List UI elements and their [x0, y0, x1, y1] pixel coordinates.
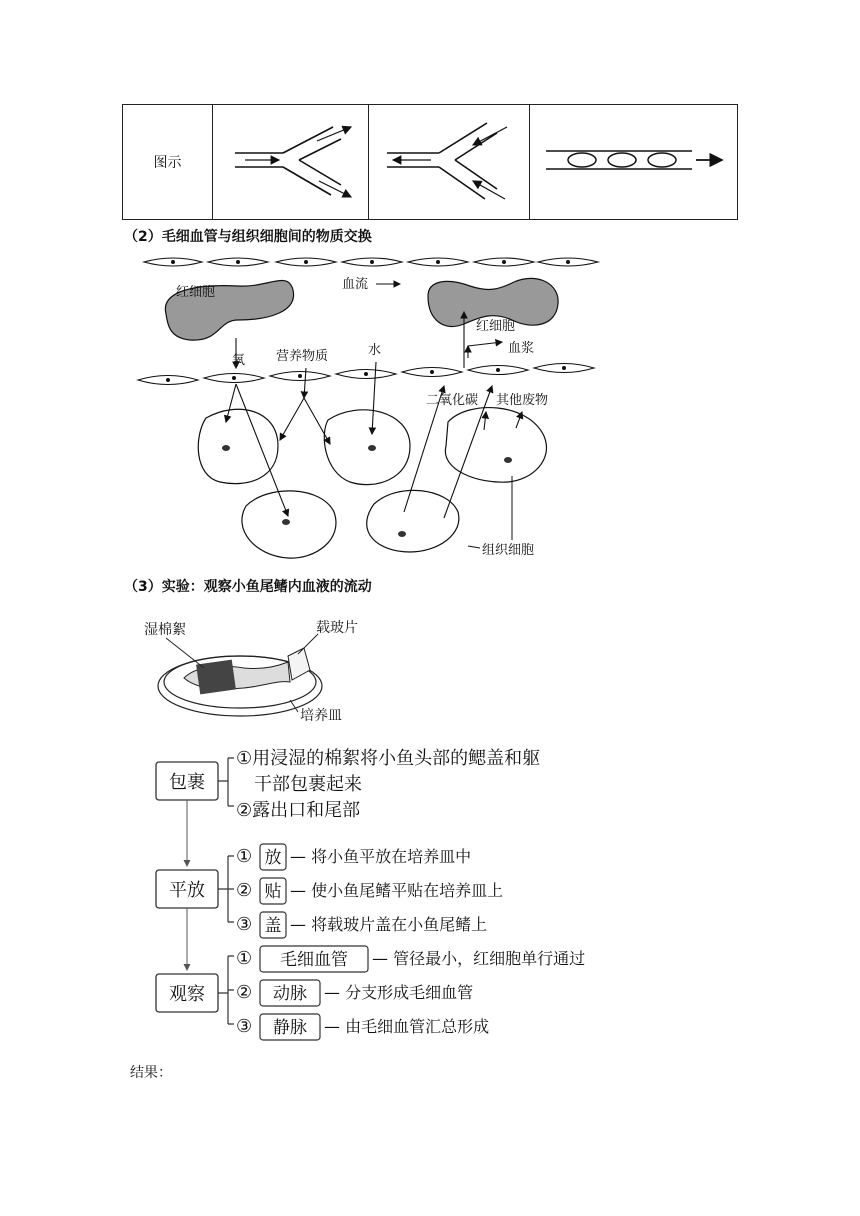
- label-dish: 培养皿: [300, 708, 342, 724]
- wrap-item-2: ②露出口和尾部: [236, 800, 361, 821]
- svg-text:— 将载玻片盖在小鱼尾鳍上: — 将载玻片盖在小鱼尾鳍上: [290, 915, 488, 934]
- label-red-cell-left: 红细胞: [176, 285, 216, 300]
- wrap-item-1: ①用浸湿的棉絮将小鱼头部的鳃盖和躯: [236, 748, 541, 769]
- capillary-diagram-cell: [530, 105, 738, 220]
- label-red-cell-right: 红细胞: [476, 319, 516, 334]
- capillary-diagram: [530, 105, 737, 215]
- label-blood-flow: 血流: [342, 277, 369, 292]
- stage-flat-label: 平放: [169, 880, 205, 901]
- svg-text:— 分支形成毛细血管: — 分支形成毛细血管: [324, 983, 474, 1002]
- wrap-item-1-cont: 干部包裹起来: [254, 774, 362, 795]
- tissue-cell: [242, 491, 336, 558]
- label-slide: 载玻片: [316, 620, 358, 636]
- vessel-diagram-table: [122, 104, 738, 220]
- label-oxygen: 氧: [232, 353, 246, 368]
- flat-step: [236, 912, 487, 938]
- stage-wrap-label: 包裹: [169, 772, 205, 793]
- svg-text:— 由毛细血管汇总形成: — 由毛细血管汇总形成: [324, 1017, 490, 1036]
- stage-observe-label: 观察: [169, 984, 205, 1005]
- label-water: 水: [368, 343, 382, 358]
- vein-diagram-cell: [369, 105, 530, 220]
- tissue-cell: [198, 409, 278, 483]
- svg-text:①: ①: [236, 948, 253, 969]
- observe-step: [236, 980, 473, 1006]
- capillary-exchange-diagram: [128, 250, 608, 570]
- artery-branch-diagram: [213, 105, 368, 215]
- tissue-cell: [367, 490, 459, 552]
- svg-text:①: ①: [236, 846, 253, 867]
- fish-experiment-figure: [140, 608, 358, 726]
- observe-step: [236, 946, 585, 972]
- label-nutrients: 营养物质: [276, 349, 329, 364]
- result-label: 结果：: [130, 1065, 172, 1081]
- svg-text:盖: 盖: [264, 916, 282, 936]
- svg-text:动脉: 动脉: [273, 984, 307, 1004]
- section3-title: （3）实验：观察小鱼尾鳍内血液的流动: [124, 579, 372, 595]
- flat-step: [236, 878, 503, 904]
- label-other-waste: 其他废物: [496, 393, 549, 408]
- svg-text:贴: 贴: [264, 882, 282, 902]
- label-tissue-cell: 组织细胞: [482, 543, 535, 558]
- svg-text:— 使小鱼尾鳍平贴在培养皿上: — 使小鱼尾鳍平贴在培养皿上: [290, 881, 504, 900]
- svg-text:放: 放: [264, 848, 282, 868]
- flat-step: [236, 844, 471, 870]
- svg-text:静脉: 静脉: [273, 1018, 307, 1038]
- tissue-cell: [324, 410, 410, 485]
- label-plasma: 血浆: [508, 341, 535, 356]
- vein-branch-diagram: [369, 105, 529, 215]
- svg-text:②: ②: [236, 880, 253, 901]
- svg-text:②: ②: [236, 982, 253, 1003]
- observe-step: [236, 1014, 489, 1040]
- artery-diagram-cell: [213, 105, 369, 220]
- svg-text:— 将小鱼平放在培养皿中: — 将小鱼平放在培养皿中: [290, 847, 472, 866]
- label-co2: 二氧化碳: [426, 393, 479, 408]
- label-cotton: 湿棉絮: [144, 622, 186, 638]
- svg-text:— 管径最小，红细胞单行通过: — 管径最小，红细胞单行通过: [372, 949, 586, 968]
- experiment-flowchart: [150, 744, 670, 1044]
- section2-title: （2）毛细血管与组织细胞间的物质交换: [124, 229, 372, 245]
- svg-text:③: ③: [236, 914, 253, 935]
- row-label: 图示: [123, 105, 213, 220]
- svg-text:毛细血管: 毛细血管: [280, 950, 348, 970]
- svg-text:③: ③: [236, 1016, 253, 1037]
